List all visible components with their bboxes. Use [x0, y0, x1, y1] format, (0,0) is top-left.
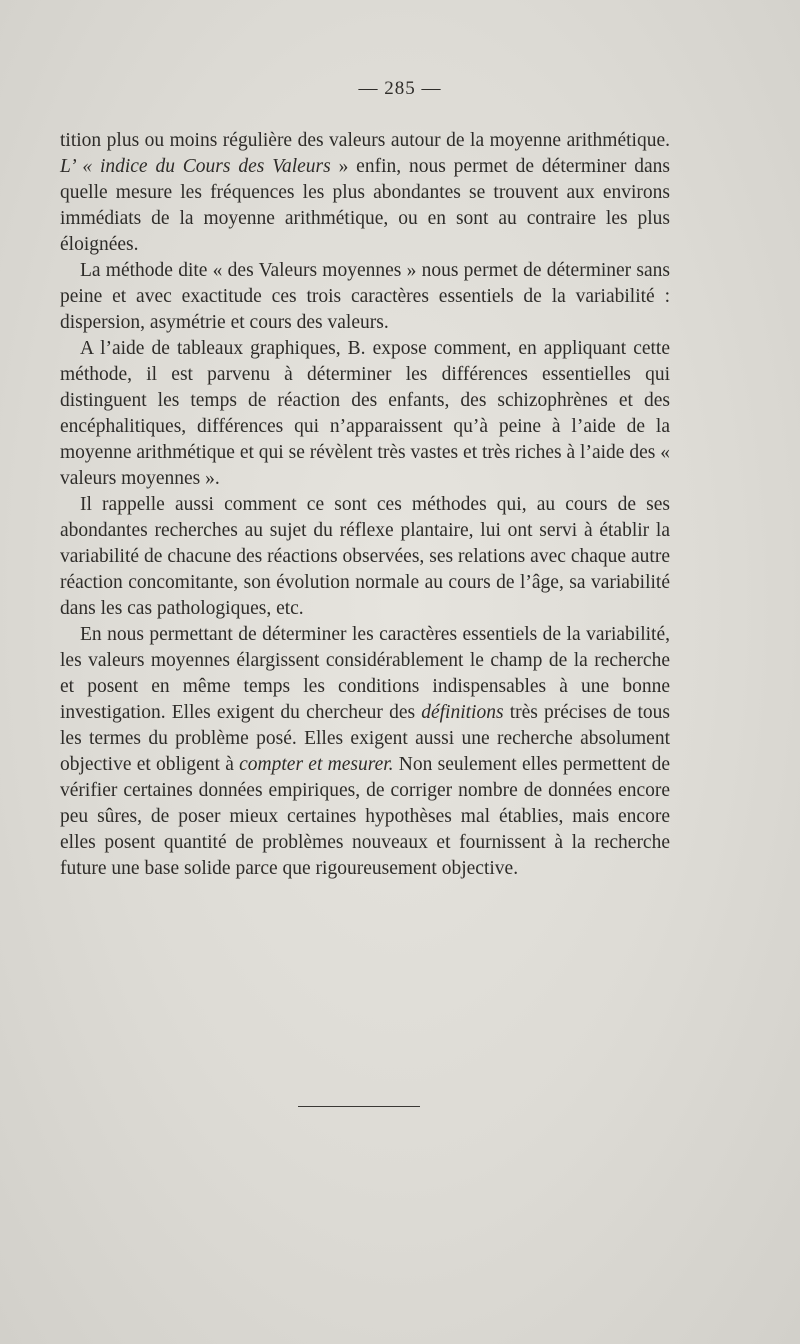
paragraph: [60, 336, 670, 492]
paragraph: [60, 492, 670, 622]
text-run: En nous permettant de déterminer les caractères essentiels de la variabilité, les valeurs moyennes élargissent considérablement le champ de la recherche et posent en même temps les conditions indispensables à une bonne investigation. Elles exigent du chercheur des: [60, 624, 670, 723]
paragraph: [60, 622, 670, 882]
text-run: A l’aide de tableaux graphiques, B. expose comment, en appliquant cette méthode, il est parvenu à déterminer les différences essentielles qui distinguent les temps de réaction des enfants, des schizophrènes et des encéphalitiques, différences qui n’apparaissent qu’à peine à l’aide de la moyenne arithmétique et qui se révèlent très vastes et très riches à l’aide des « valeurs moyennes ».: [60, 338, 670, 489]
section-divider: [298, 1106, 420, 1107]
paragraph: [60, 128, 670, 258]
text-run: » enfin, nous permet de déterminer dans quelle mesure les fréquences les plus abondantes se trouvent aux environs immédiats de la moyenne arithmétique, ou en sont au contraire les plus éloignées.: [60, 156, 670, 255]
text-run: Il rappelle aussi comment ce sont ces méthodes qui, au cours de ses abondantes recherches au sujet du réflexe plantaire, lui ont servi à établir la variabilité de chacune des réactions observées, ses relations avec chaque autre réaction concomitante, son évolution normale au cours de l’âge, sa variabilité dans les cas pathologiques, etc.: [60, 494, 670, 619]
text-run-italic: définitions: [421, 702, 504, 723]
page-number: — 285 —: [358, 78, 442, 99]
text-run: La méthode dite « des Valeurs moyennes » nous permet de déterminer sans peine et avec exactitude ces trois caractères essentiels de la variabilité : dispersion, asymétrie et cours des valeurs.: [60, 260, 670, 333]
body-text: [60, 128, 670, 882]
text-run-italic: compter et mesurer.: [239, 754, 394, 775]
paragraph: [60, 258, 670, 336]
text-run: Non seulement elles permettent de vérifier certaines données empiriques, de corriger nombre de données encore peu sûres, de poser mieux certaines hypothèses mal établies, mais encore elles posent quantité de problèmes nouveaux et fournissent à la recherche future une base solide parce que rigoureusement objective.: [60, 754, 670, 879]
text-run-italic: L’ «: [60, 156, 100, 177]
text-run: très précises de tous les termes du problème posé. Elles exigent aussi une recherche absolument objective et obligent à: [60, 702, 670, 775]
text-run-italic: indice du Cours des Valeurs: [99, 156, 331, 177]
text-run: tition plus ou moins régulière des valeurs autour de la moyenne arithmétique.: [60, 130, 670, 151]
